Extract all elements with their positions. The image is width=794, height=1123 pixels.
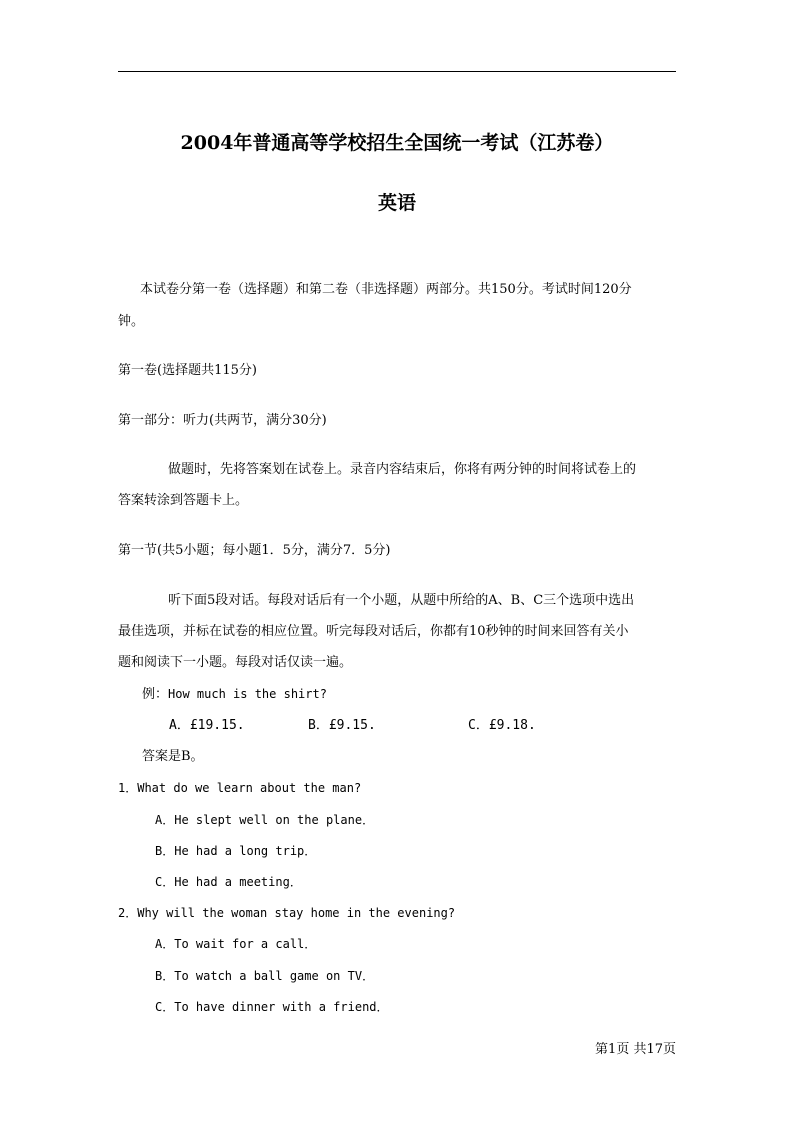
volume1-heading: 第一卷(选择题共115分): [118, 363, 257, 378]
subject-title: 英语: [377, 192, 416, 214]
header-rule: [118, 71, 676, 72]
question-1-option-c: C．He had a meeting．: [155, 875, 302, 889]
instructions-line-1: 做题时，先将答案划在试卷上。录音内容结束后，你将有两分钟的时间将试卷上的: [168, 462, 637, 477]
section1-text-line-1: 听下面5段对话。每段对话后有一个小题，从题中所给的A、B、C三个选项中选出: [168, 593, 635, 608]
example-answer: 答案是B。: [142, 749, 204, 764]
example-label: 例：: [142, 687, 169, 702]
example-option-c: C．£9.18.: [468, 718, 536, 733]
instructions-line-2: 答案转涂到答题卡上。: [118, 493, 249, 508]
intro-line-2: 钟。: [118, 314, 145, 329]
question-1-stem: 1．What do we learn about the man?: [118, 781, 362, 795]
example-option-b: B．£9.15.: [308, 718, 376, 733]
example-question: [142, 686, 327, 703]
question-2-option-b: B．To watch a ball game on TV．: [155, 969, 375, 983]
question-2-option-c: C．To have dinner with a friend．: [155, 1000, 389, 1014]
example-option-a: A．£19.15.: [169, 718, 245, 733]
part1-heading: 第一部分：听力(共两节，满分30分): [118, 413, 327, 428]
question-2-stem: 2．Why will the woman stay home in the evening?: [118, 906, 456, 920]
page-number: 第1页 共17页: [595, 1042, 676, 1057]
section1-text-line-2: 最佳选项，并标在试卷的相应位置。听完每段对话后，你都有10秒钟的时间来回答有关小: [118, 624, 629, 639]
exam-title: 2004年普通高等学校招生全国统一考试（江苏卷）: [180, 132, 614, 154]
section1-heading: 第一节(共5小题；每小题1．5分，满分7．5分): [118, 543, 391, 558]
example-question-text: How much is the shirt?: [168, 687, 327, 701]
question-2-option-a: A．To wait for a call．: [155, 937, 317, 951]
section1-text-line-3: 题和阅读下一小题。每段对话仅读一遍。: [118, 655, 353, 670]
question-1-option-b: B．He had a long trip．: [155, 844, 317, 858]
intro-line-1: 本试卷分第一卷（选择题）和第二卷（非选择题）两部分。共150分。考试时间120分: [140, 282, 632, 297]
question-1-option-a: A．He slept well on the plane．: [155, 813, 375, 827]
